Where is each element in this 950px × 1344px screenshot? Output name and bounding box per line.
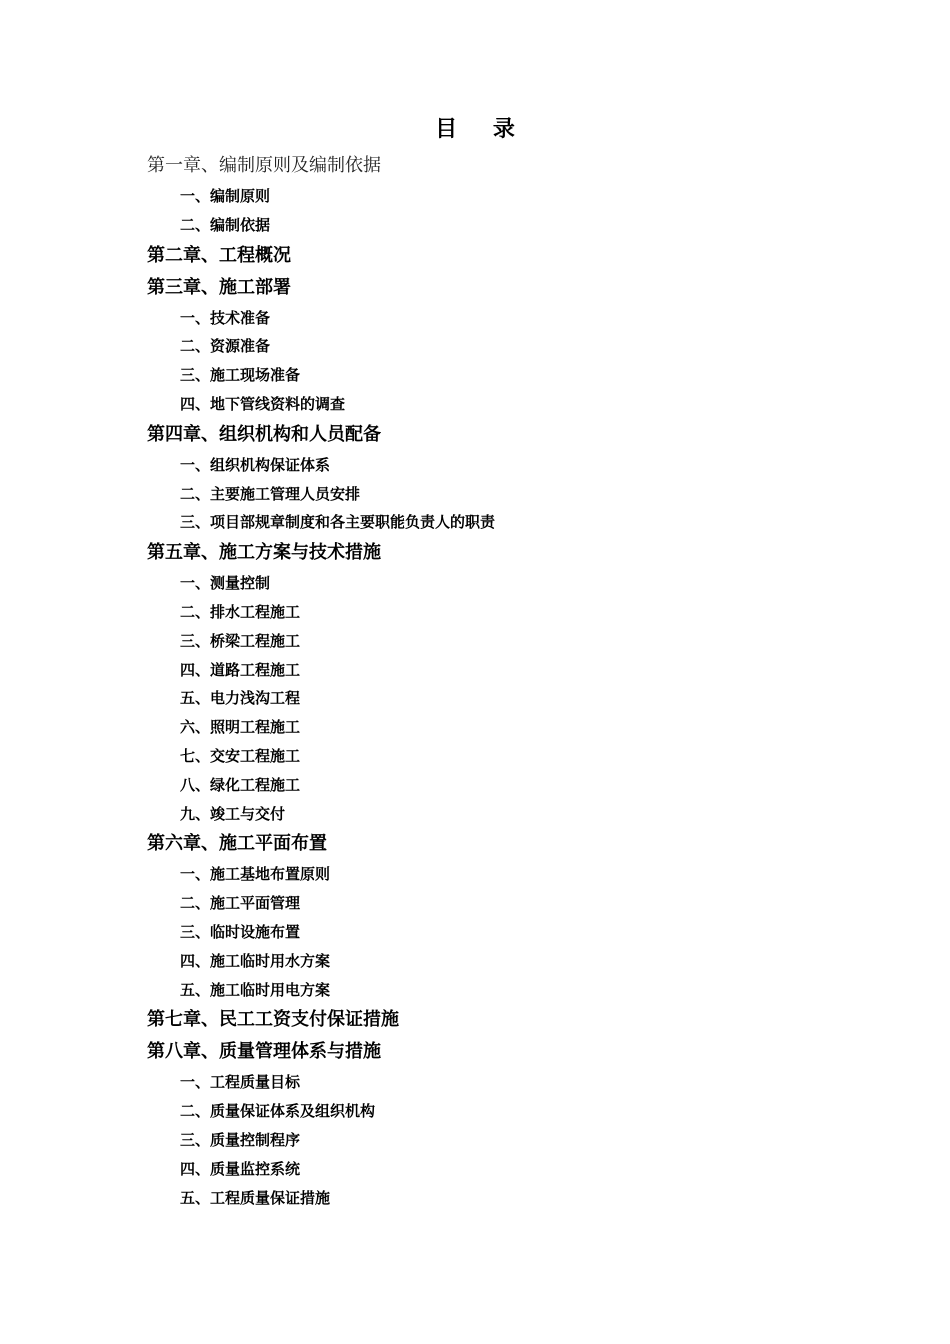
toc-chapter-2[interactable]: 第二章、工程概况 [147, 244, 291, 266]
toc-section-5-7[interactable]: 七、交安工程施工 [180, 746, 301, 765]
toc-section-3-1[interactable]: 一、技术准备 [180, 308, 271, 327]
toc-chapter-3[interactable]: 第三章、施工部署 [147, 276, 291, 298]
toc-section-3-4[interactable]: 四、地下管线资料的调查 [180, 394, 346, 413]
toc-section-3-2[interactable]: 二、资源准备 [180, 337, 271, 356]
toc-section-5-5[interactable]: 五、电力浅沟工程 [180, 689, 301, 708]
toc-section-8-4[interactable]: 四、质量监控系统 [180, 1159, 301, 1178]
toc-section-5-4[interactable]: 四、道路工程施工 [180, 660, 301, 679]
toc-section-5-2[interactable]: 二、排水工程施工 [180, 602, 301, 621]
toc-section-5-6[interactable]: 六、照明工程施工 [180, 718, 301, 737]
toc-section-6-5[interactable]: 五、施工临时用电方案 [180, 980, 331, 999]
toc-chapter-4[interactable]: 第四章、组织机构和人员配备 [147, 423, 381, 445]
toc-chapter-8[interactable]: 第八章、质量管理体系与措施 [147, 1041, 381, 1063]
toc-section-6-1[interactable]: 一、施工基地布置原则 [180, 865, 331, 884]
toc-section-4-3[interactable]: 三、项目部规章制度和各主要职能负责人的职责 [180, 513, 496, 532]
page-title: 目 录 [435, 117, 529, 142]
toc-section-5-8[interactable]: 八、绿化工程施工 [180, 775, 301, 794]
toc-section-8-2[interactable]: 二、质量保证体系及组织机构 [180, 1102, 376, 1121]
toc-chapter-5[interactable]: 第五章、施工方案与技术措施 [147, 542, 381, 564]
toc-section-1-1[interactable]: 一、编制原则 [180, 187, 271, 205]
toc-section-3-3[interactable]: 三、施工现场准备 [180, 366, 301, 385]
toc-chapter-1[interactable]: 第一章、编制原则及编制依据 [147, 155, 381, 176]
toc-section-4-2[interactable]: 二、主要施工管理人员安排 [180, 484, 361, 503]
toc-section-1-2[interactable]: 二、编制依据 [180, 215, 271, 234]
toc-section-5-1[interactable]: 一、测量控制 [180, 574, 271, 593]
toc-section-5-9[interactable]: 九、竣工与交付 [180, 804, 286, 823]
toc-chapter-7[interactable]: 第七章、民工工资支付保证措施 [147, 1009, 399, 1031]
toc-section-8-3[interactable]: 三、质量控制程序 [180, 1130, 301, 1149]
toc-section-8-1[interactable]: 一、工程质量目标 [180, 1073, 301, 1092]
table-of-contents [147, 150, 847, 1212]
toc-chapter-6[interactable]: 第六章、施工平面布置 [147, 833, 327, 855]
toc-section-4-1[interactable]: 一、组织机构保证体系 [180, 455, 331, 474]
toc-section-8-5[interactable]: 五、工程质量保证措施 [180, 1188, 331, 1207]
toc-section-6-2[interactable]: 二、施工平面管理 [180, 894, 301, 913]
toc-section-5-3[interactable]: 三、桥梁工程施工 [180, 631, 301, 650]
toc-section-6-4[interactable]: 四、施工临时用水方案 [180, 951, 331, 970]
toc-section-6-3[interactable]: 三、临时设施布置 [180, 922, 301, 941]
